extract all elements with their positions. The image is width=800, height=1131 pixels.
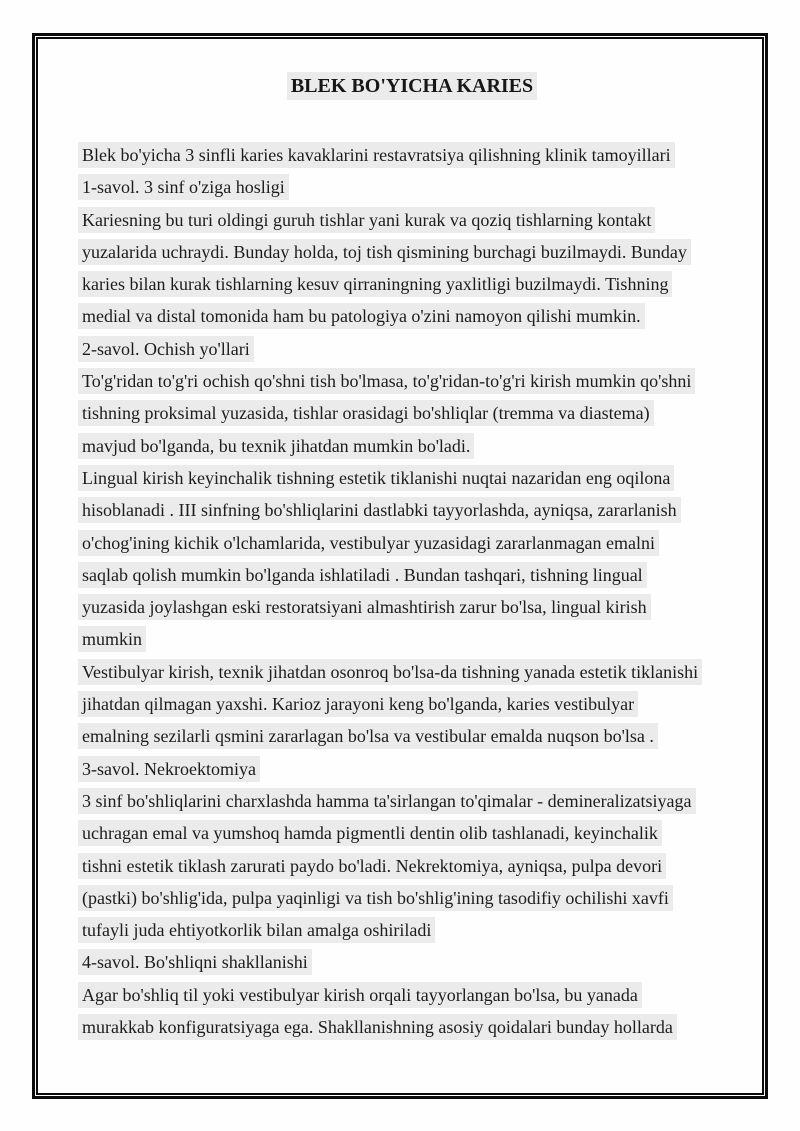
text-line <box>78 559 746 591</box>
text-line-highlight: jihatdan qilmagan yaxshi. Karioz jarayoni keng bo'lganda, karies vestibulyar <box>78 691 638 717</box>
text-line-highlight: 3-savol. Nekroektomiya <box>78 756 260 782</box>
text-line-highlight: tishni estetik tiklash zarurati paydo bo'ladi. Nekrektomiya, ayniqsa, pulpa devori <box>78 853 666 879</box>
text-line <box>78 720 746 752</box>
text-line <box>78 946 746 978</box>
text-line-highlight: Lingual kirish keyinchalik tishning estetik tiklanishi nuqtai nazaridan eng oqilona <box>78 465 674 491</box>
text-line <box>78 850 746 882</box>
text-line-highlight: mavjud bo'lganda, bu texnik jihatdan mumkin bo'ladi. <box>78 433 474 459</box>
text-line <box>78 527 746 559</box>
page-border-inner <box>36 37 764 1095</box>
text-line <box>78 817 746 849</box>
text-line <box>78 171 746 203</box>
text-line-highlight: uchragan emal va yumshoq hamda pigmentli dentin olib tashlanadi, keyinchalik <box>78 820 662 846</box>
text-line-highlight: tufayli juda ehtiyotkorlik bilan amalga oshiriladi <box>78 917 435 943</box>
text-line <box>78 623 746 655</box>
text-line <box>78 430 746 462</box>
text-line-highlight: murakkab konfiguratsiyaga ega. Shakllanishning asosiy qoidalari bunday hollarda <box>78 1014 677 1040</box>
text-line <box>78 914 746 946</box>
text-line-highlight: yuzasida joylashgan eski restoratsiyani almashtirish zarur bo'lsa, lingual kirish <box>78 594 651 620</box>
text-line-highlight: Vestibulyar kirish, texnik jihatdan osonroq bo'lsa-da tishning yanada estetik tiklanishi <box>78 659 702 685</box>
text-line <box>78 979 746 1011</box>
text-line <box>78 365 746 397</box>
text-line <box>78 1011 746 1043</box>
text-line <box>78 785 746 817</box>
text-line-highlight: 3 sinf bo'shliqlarini charxlashda hamma ta'sirlangan to'qimalar - demineralizatsiyaga <box>78 788 696 814</box>
document-content <box>38 39 762 1093</box>
text-line-highlight: Blek bo'yicha 3 sinfli karies kavaklarini restavratsiya qilishning klinik tamoyillari <box>78 142 675 168</box>
page-border-outer <box>32 33 768 1099</box>
text-line <box>78 494 746 526</box>
text-line <box>78 656 746 688</box>
text-line <box>78 333 746 365</box>
text-line <box>78 591 746 623</box>
text-line <box>78 236 746 268</box>
document-title-text: BLEK BO'YICHA KARIES <box>287 72 537 100</box>
text-line-highlight: emalning sezilarli qsmini zararlagan bo'lsa va vestibular emalda nuqson bo'lsa . <box>78 723 658 749</box>
text-line-highlight: (pastki) bo'shlig'ida, pulpa yaqinligi va tish bo'shlig'ining tasodifiy ochilishi xavfi <box>78 885 673 911</box>
text-line <box>78 268 746 300</box>
text-line-highlight: karies bilan kurak tishlarning kesuv qirraningning yaxlitligi buzilmaydi. Tishning <box>78 271 672 297</box>
text-line-highlight: Kariesning bu turi oldingi guruh tishlar yani kurak va qoziq tishlarning kontakt <box>78 207 655 233</box>
text-line-highlight: hisoblanadi . III sinfning bo'shliqlarini dastlabki tayyorlashda, ayniqsa, zararlanish <box>78 497 681 523</box>
text-line-highlight: 2-savol. Ochish yo'llari <box>78 336 254 362</box>
text-line <box>78 462 746 494</box>
text-line-highlight: saqlab qolish mumkin bo'lganda ishlatiladi . Bundan tashqari, tishning lingual <box>78 562 647 588</box>
text-line-highlight: tishning proksimal yuzasida, tishlar orasidagi bo'shliqlar (tremma va diastema) <box>78 400 654 426</box>
text-line-highlight: yuzalarida uchraydi. Bunday holda, toj tish qismining burchagi buzilmaydi. Bunday <box>78 239 691 265</box>
text-line-highlight: 4-savol. Bo'shliqni shakllanishi <box>78 949 312 975</box>
text-line-highlight: mumkin <box>78 626 146 652</box>
text-line <box>78 882 746 914</box>
document-title <box>78 73 746 99</box>
text-line <box>78 688 746 720</box>
text-line <box>78 753 746 785</box>
text-line-highlight: Agar bo'shliq til yoki vestibulyar kirish orqali tayyorlangan bo'lsa, bu yanada <box>78 982 642 1008</box>
text-line <box>78 397 746 429</box>
document-body <box>78 139 746 1043</box>
text-line-highlight: medial va distal tomonida ham bu patologiya o'zini namoyon qilishi mumkin. <box>78 303 645 329</box>
text-line-highlight: To'g'ridan to'g'ri ochish qo'shni tish bo'lmasa, to'g'ridan-to'g'ri kirish mumkin qo'shni <box>78 368 695 394</box>
text-line <box>78 204 746 236</box>
text-line-highlight: o'chog'ining kichik o'lchamlarida, vestibulyar yuzasidagi zararlanmagan emalni <box>78 530 659 556</box>
text-line <box>78 300 746 332</box>
text-line <box>78 139 746 171</box>
text-line-highlight: 1-savol. 3 sinf o'ziga hosligi <box>78 174 289 200</box>
